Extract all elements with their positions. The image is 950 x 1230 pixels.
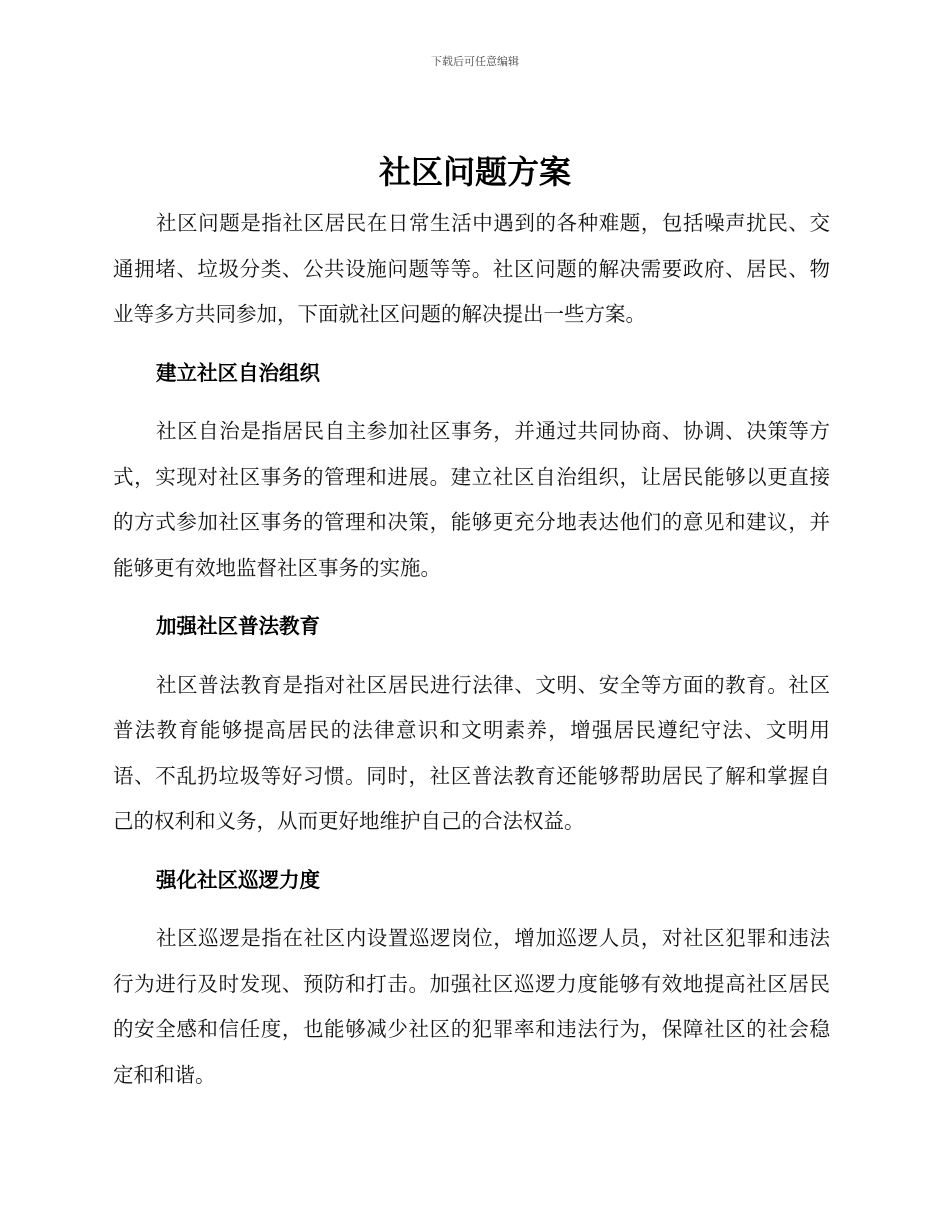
page-header-note: 下载后可任意编辑: [431, 55, 519, 68]
spacer: [113, 338, 830, 351]
section-paragraph: 社区自治是指居民自主参加社区事务，并通过共同协商、协调、决策等方式，实现对社区事务的管理和进展。建立社区自治组织，让居民能够以更直接的方式参加社区事务的管理和决策，能够更充分地表达他们的意见和建议，并能够更有效地监督社区事务的实施。: [113, 419, 830, 580]
spacer: [113, 650, 830, 663]
section-heading: 加强社区普法教育: [156, 614, 320, 638]
section-patrol: [113, 858, 830, 1099]
document-body: [113, 201, 830, 1098]
section-self-governance: [113, 351, 830, 592]
section-paragraph: 社区巡逻是指在社区内设置巡逻岗位，增加巡逻人员，对社区犯罪和违法行为进行及时发现、预防和打击。加强社区巡逻力度能够有效地提高社区居民的安全感和信任度，也能够减少社区的犯罪率和违法行为，保障社区的社会稳定和和谐。: [113, 926, 830, 1087]
section-legal-education: [113, 604, 830, 845]
section-heading: 强化社区巡逻力度: [156, 867, 320, 892]
document-title: 社区问题方案: [378, 153, 571, 191]
spacer: [113, 845, 830, 858]
section-paragraph: 社区普法教育是指对社区居民进行法律、文明、安全等方面的教育。社区普法教育能够提高居民的法律意识和文明素养，增强居民遵纪守法、文明用语、不乱扔垃圾等好习惯。同时，社区普法教育还能够帮助居民了解和掌握自己的权利和义务，从而更好地维护自己的合法权益。: [113, 672, 830, 833]
intro-paragraph: 社区问题是指社区居民在日常生活中遇到的各种难题，包括噪声扰民、交通拥堵、垃圾分类、公共设施问题等等。社区问题的解决需要政府、居民、物业等多方共同参加，下面就社区问题的解决提出一些方案。: [113, 211, 830, 326]
spacer: [113, 903, 830, 916]
spacer: [113, 591, 830, 604]
section-heading: 建立社区自治组织: [156, 360, 320, 385]
spacer: [113, 396, 830, 409]
